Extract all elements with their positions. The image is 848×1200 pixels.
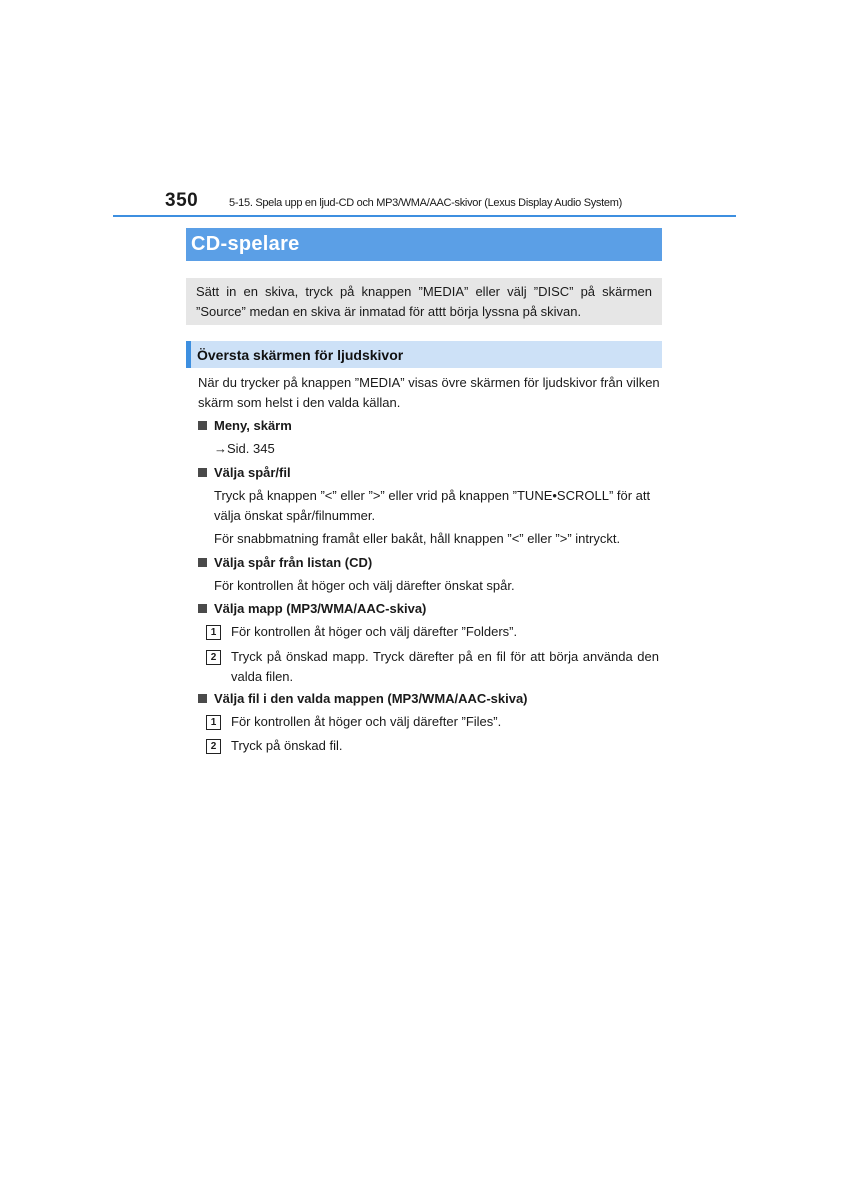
square-bullet-icon — [198, 421, 207, 430]
square-bullet-icon — [198, 468, 207, 477]
running-header: 5-15. Spela upp en ljud-CD och MP3/WMA/AAC-skivor (Lexus Display Audio System) — [229, 197, 622, 209]
intro-text: Sätt in en skiva, tryck på knappen ”MEDIA” eller välj ”DISC” på skärmen ”Source” medan en skiva är inmatad för attt börja lyssna på skivan. — [196, 284, 652, 319]
subsection-intro: När du trycker på knappen ”MEDIA” visas övre skärmen för ljudskivor från vilken skärm som helst i den valda källan. — [198, 375, 660, 410]
list-item-heading — [198, 463, 291, 482]
item-heading: Välja spår från listan (CD) — [214, 555, 373, 570]
step-text: Tryck på önskad mapp. Tryck därefter på en fil för att börja använda den valda filen. — [231, 649, 659, 684]
step-item — [206, 647, 662, 686]
square-bullet-icon — [198, 558, 207, 567]
list-item-heading — [198, 599, 426, 618]
step-text: Tryck på önskad fil. — [231, 738, 343, 753]
subsection-title: Översta skärmen för ljudskivor — [197, 347, 404, 363]
page-reference: →Sid. 345 — [214, 441, 275, 456]
step-item — [206, 622, 662, 642]
subsection-accent — [186, 341, 191, 368]
item-body: För kontrollen åt höger och välj därefter önskat spår. — [214, 578, 515, 593]
list-item-heading — [198, 416, 292, 435]
item-body: För snabbmatning framåt eller bakåt, håll knappen ”<” eller ”>” intryckt. — [214, 531, 621, 546]
square-bullet-icon — [198, 604, 207, 613]
item-heading: Välja fil i den valda mappen (MP3/WMA/AAC-skiva) — [214, 691, 528, 706]
item-body: Tryck på knappen ”<” eller ”>” eller vrid på knappen ”TUNE•SCROLL” för att välja önskat spår/filnummer. — [214, 488, 651, 523]
step-text: För kontrollen åt höger och välj därefter ”Folders”. — [231, 624, 518, 639]
item-heading: Meny, skärm — [214, 418, 292, 433]
square-bullet-icon — [198, 694, 207, 703]
page-number: 350 — [165, 190, 199, 211]
item-heading: Välja spår/fil — [214, 465, 291, 480]
list-item-heading — [198, 553, 372, 572]
step-text: För kontrollen åt höger och välj därefter ”Files”. — [231, 714, 502, 729]
step-number: 1 — [206, 715, 221, 730]
step-number: 1 — [206, 625, 221, 640]
header-rule — [113, 215, 736, 217]
step-number: 2 — [206, 650, 221, 665]
step-number: 2 — [206, 739, 221, 754]
item-heading: Välja mapp (MP3/WMA/AAC-skiva) — [214, 601, 427, 616]
step-item — [206, 736, 662, 756]
list-item-heading — [198, 689, 528, 708]
section-title: CD-spelare — [191, 233, 300, 255]
step-item — [206, 712, 662, 732]
